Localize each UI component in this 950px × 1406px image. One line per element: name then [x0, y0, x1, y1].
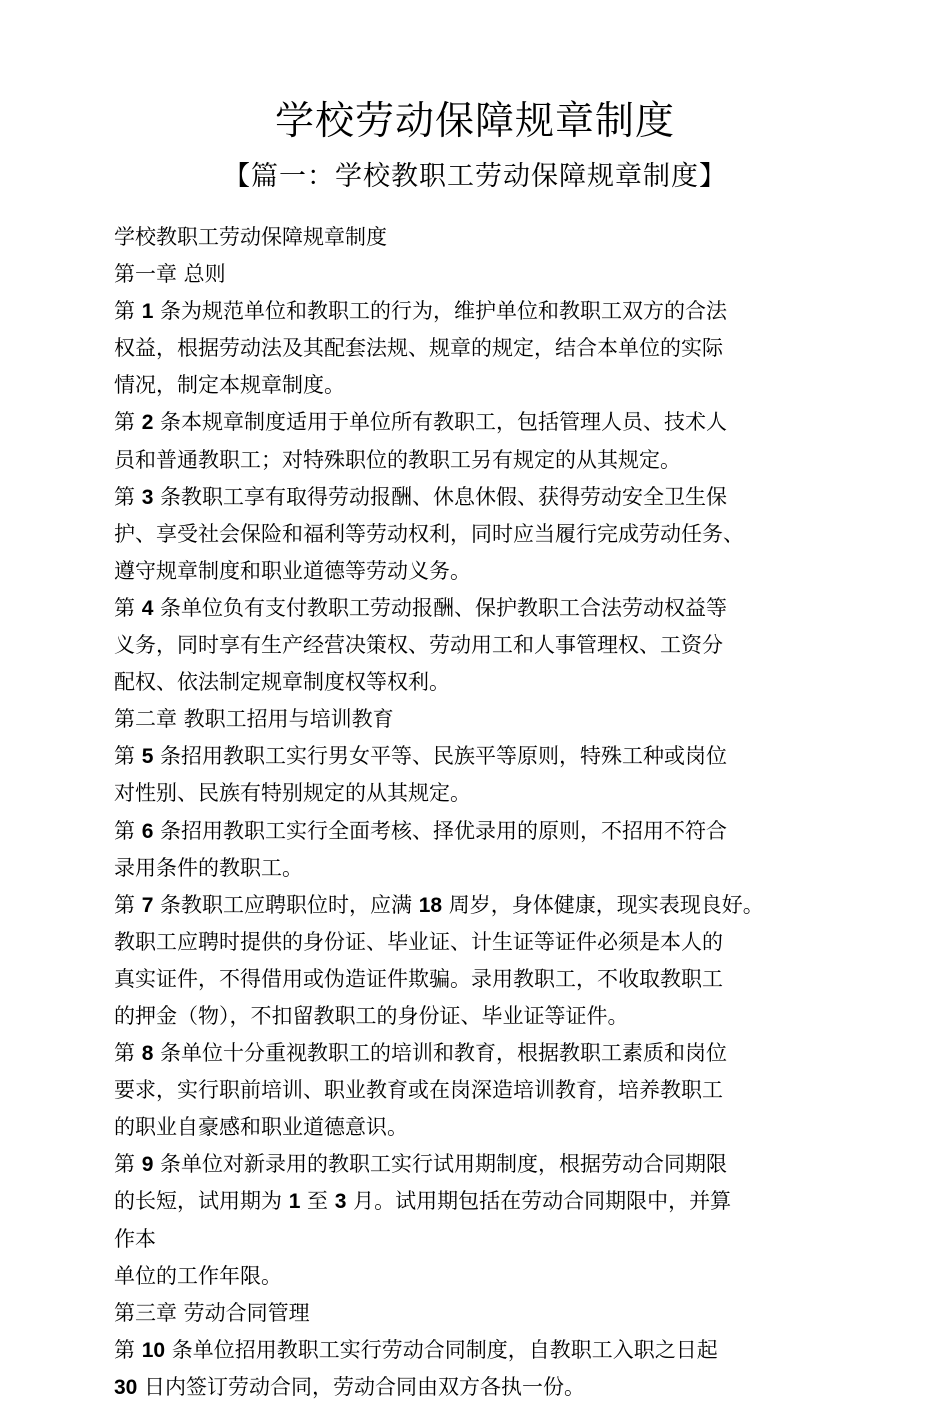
body-line: 员和普通教职工；对特殊职位的教职工另有规定的从其规定。 [114, 447, 681, 472]
body-line: 第 6 条招用教职工实行全面考核、择优录用的原则，不招用不符合 [114, 818, 728, 843]
body-line: 对性别、民族有特别规定的从其规定。 [114, 781, 471, 806]
body-line: 第 7 条教职工应聘职位时，应满 18 周岁，身体健康，现实表现良好。 [114, 892, 764, 917]
body-line: 权益，根据劳动法及其配套法规、规章的规定，结合本单位的实际 [114, 336, 723, 361]
document-body [114, 219, 874, 1406]
body-line: 第二章 教职工招用与培训教育 [114, 707, 394, 732]
body-line: 第 4 条单位负有支付教职工劳动报酬、保护教职工合法劳动权益等 [114, 595, 728, 620]
body-line: 30 日内签订劳动合同，劳动合同由双方各执一份。 [114, 1374, 586, 1399]
body-line: 学校教职工劳动保障规章制度 [114, 225, 387, 249]
body-line: 配权、依法制定规章制度权等权利。 [114, 670, 450, 695]
body-line: 第三章 劳动合同管理 [114, 1300, 310, 1325]
body-line: 第 10 条单位招用教职工实行劳动合同制度，自教职工入职之日起 [114, 1337, 718, 1362]
body-line: 教职工应聘时提供的身份证、毕业证、计生证等证件必须是本人的 [114, 929, 723, 954]
document-subtitle: 【篇一：学校教职工劳动保障规章制度】 [223, 161, 727, 192]
body-line: 的押金（物），不扣留教职工的身份证、毕业证等证件。 [114, 1003, 629, 1028]
body-line: 情况，制定本规章制度。 [114, 373, 345, 398]
body-line: 作本 [114, 1226, 156, 1251]
document-title: 学校劳动保障规章制度 [274, 99, 675, 144]
body-line: 第 3 条教职工享有取得劳动报酬、休息休假、获得劳动安全卫生保 [114, 484, 728, 509]
body-line: 录用条件的教职工。 [114, 855, 303, 880]
body-line: 第 1 条为规范单位和教职工的行为，维护单位和教职工双方的合法 [114, 299, 728, 324]
body-line: 真实证件，不得借用或伪造证件欺骗。录用教职工，不收取教职工 [114, 966, 723, 991]
body-line: 护、享受社会保险和福利等劳动权利，同时应当履行完成劳动任务、 [114, 521, 744, 546]
body-line: 要求，实行职前培训、职业教育或在岗深造培训教育，培养教职工 [114, 1078, 723, 1103]
body-line: 第 5 条招用教职工实行男女平等、民族平等原则，特殊工种或岗位 [114, 744, 728, 769]
body-line: 遵守规章制度和职业道德等劳动义务。 [114, 558, 471, 583]
body-line: 第一章 总则 [114, 262, 226, 287]
body-line: 的职业自豪感和职业道德意识。 [114, 1115, 408, 1140]
body-line: 第 8 条单位十分重视教职工的培训和教育，根据教职工素质和岗位 [114, 1041, 728, 1066]
body-line: 的长短，试用期为 1 至 3 月。试用期包括在劳动合同期限中，并算 [114, 1189, 732, 1214]
body-line: 单位的工作年限。 [114, 1263, 282, 1288]
body-line: 第 2 条本规章制度适用于单位所有教职工，包括管理人员、技术人 [114, 410, 728, 435]
body-line: 第 9 条单位对新录用的教职工实行试用期制度，根据劳动合同期限 [114, 1152, 728, 1177]
body-line: 义务，同时享有生产经营决策权、劳动用工和人事管理权、工资分 [114, 633, 723, 658]
